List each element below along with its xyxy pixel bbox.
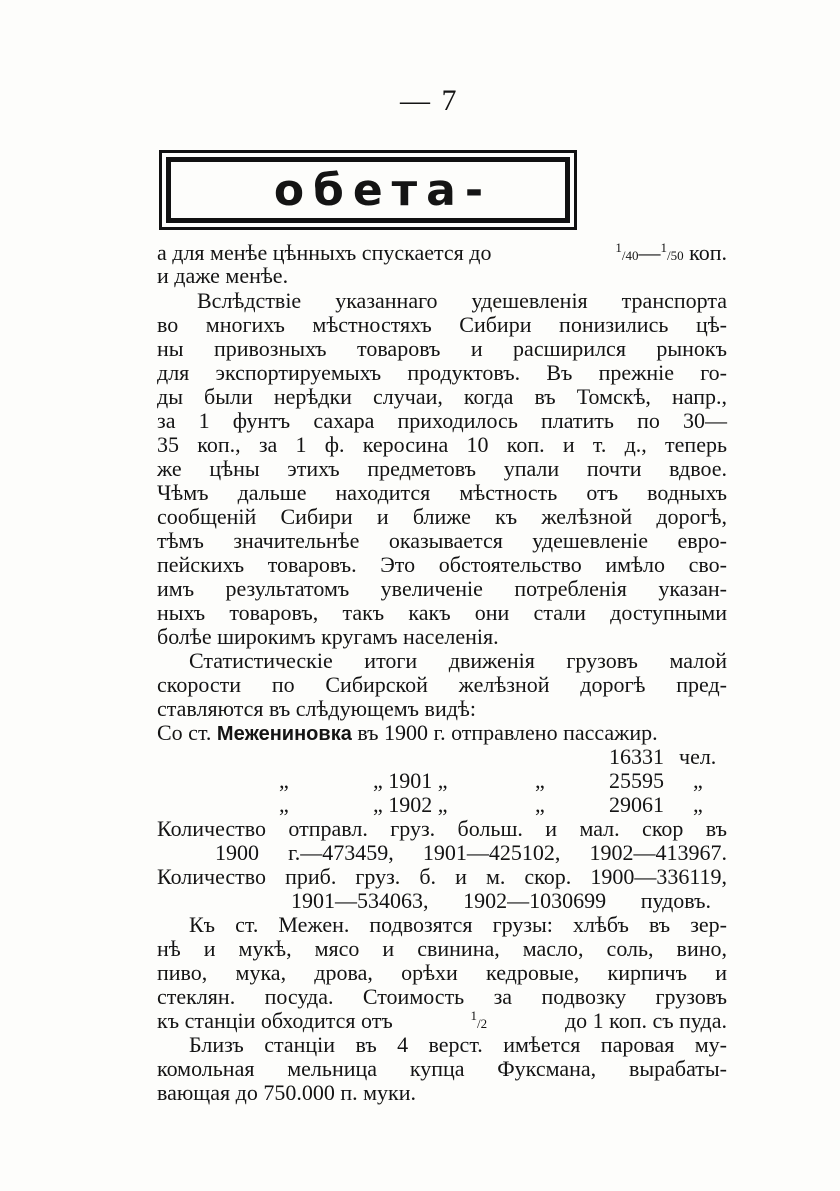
goods-line: нѣ и мукѣ, мясо и свинина, масло, соль, вино, [157, 936, 727, 961]
passenger-unit: „ [693, 792, 703, 817]
passenger-year: „ 1902 „ [373, 792, 448, 817]
passenger-count: 16331 [609, 744, 664, 769]
passenger-row [157, 792, 727, 816]
shipped-line: 1900 г.—473459, 1901—425102, 1902—413967. [215, 840, 727, 865]
text-line: имъ результатомъ увеличеніе потребленія указан- [157, 576, 727, 601]
cost-fraction [471, 1008, 488, 1034]
passenger-row [157, 744, 727, 768]
text-line-start: а для менѣе цѣнныхъ спускается до [157, 240, 492, 265]
text-line: ны привозныхъ товаровъ и расширился рынокъ [157, 336, 727, 361]
station-name: Мeжениновка [216, 723, 352, 745]
text-line: во многихъ мѣстностяхъ Сибири понизились цѣ- [157, 312, 727, 337]
text-line: ды были нерѣдки случаи, когда въ Томскѣ, напр., [157, 384, 727, 409]
text-line: и даже менѣе. [157, 263, 289, 288]
text-line: 35 коп., за 1 ф. керосина 10 коп. и т. д., теперь [157, 432, 727, 457]
text-line: сообщеній Сибири и ближе къ желѣзной дорогѣ, [157, 504, 727, 529]
fraction-denominator: /40 [621, 248, 639, 263]
received-line: 1901—534063, 1902—1030699 пудовъ. [291, 888, 711, 913]
text-line: Статистическіе итоги движенія грузовъ малой [189, 648, 727, 673]
station-prefix: Со ст. [157, 720, 217, 745]
banner-title: обета- [273, 164, 493, 216]
text-line: ставляются въ слѣдующемъ видѣ: [157, 696, 476, 721]
passenger-count: 25595 [609, 768, 664, 793]
goods-line: стеклян. посуда. Стоимость за подвозку грузовъ [157, 984, 727, 1009]
page-number: — 7 [400, 84, 459, 117]
mill-line: вающая до 750.000 п. муки. [157, 1080, 416, 1105]
text-line: пейскихъ товаровъ. Это обстоятельство имѣло сво- [157, 552, 727, 577]
ditto-mark: „ [279, 768, 289, 793]
mill-line: комольная мельница купца Фуксмана, вырабаты- [157, 1056, 727, 1081]
text-line: ныхъ товаровъ, такъ какъ они стали доступными [157, 600, 727, 625]
banner-inner-frame [166, 157, 570, 223]
passenger-count: 29061 [609, 792, 664, 817]
ditto-mark: „ [279, 792, 289, 817]
fraction-numerator: 1 [470, 1008, 478, 1023]
cost-line [157, 1008, 727, 1034]
mill-line: Близъ станціи въ 4 верст. имѣется паровая му- [189, 1032, 727, 1057]
passenger-row [157, 768, 727, 792]
fraction-dash: — [638, 240, 661, 265]
text-line: за 1 фунтъ сахара приходилось платить по 30— [157, 408, 727, 433]
banner-frame [159, 150, 577, 230]
fraction-numerator: 1 [615, 240, 622, 255]
goods-line: Къ ст. Межен. подвозятся грузы: хлѣбъ въ зер- [189, 912, 727, 937]
ditto-mark: „ [535, 768, 545, 793]
cost-suffix: до 1 коп. съ пуда. [559, 1008, 727, 1033]
text-line: тѣмъ значительнѣе оказывается удешевленіе евро- [157, 528, 727, 553]
passenger-unit: чел. [679, 744, 717, 769]
station-suffix: въ 1900 г. отправлено пассажир. [351, 720, 658, 745]
text-line: Вслѣдствіе указаннаго удешевленія транспорта [197, 288, 727, 313]
passenger-unit: „ [693, 768, 703, 793]
fraction-denominator: /50 [667, 248, 684, 263]
text-line: Чѣмъ дальше находится мѣстность отъ водныхъ [157, 480, 727, 505]
station-line [157, 720, 727, 746]
cost-prefix: къ станціи обходится отъ [157, 1008, 399, 1033]
passenger-year: „ 1901 „ [373, 768, 448, 793]
fraction-numerator: 1 [660, 240, 668, 255]
text-line: болѣе широкимъ кругамъ населенія. [157, 624, 499, 649]
ditto-mark: „ [535, 792, 545, 817]
fraction-tail: коп. [683, 240, 727, 265]
shipped-line: Количество отправл. груз. больш. и мал. скор въ [157, 816, 727, 841]
goods-line: пиво, мука, дрова, орѣхи кедровые, кирпичъ и [157, 960, 727, 985]
fraction-denominator: /2 [477, 1016, 488, 1031]
text-line: же цѣны этихъ предметовъ упали почти вдвое. [157, 456, 727, 481]
text-line: для экспортируемыхъ продуктовъ. Въ прежніе го- [157, 360, 727, 385]
received-line: Количество приб. груз. б. и м. скор. 1900—336119, [157, 864, 727, 889]
text-line: скорости по Сибирской желѣзной дорогѣ пред- [157, 672, 727, 697]
